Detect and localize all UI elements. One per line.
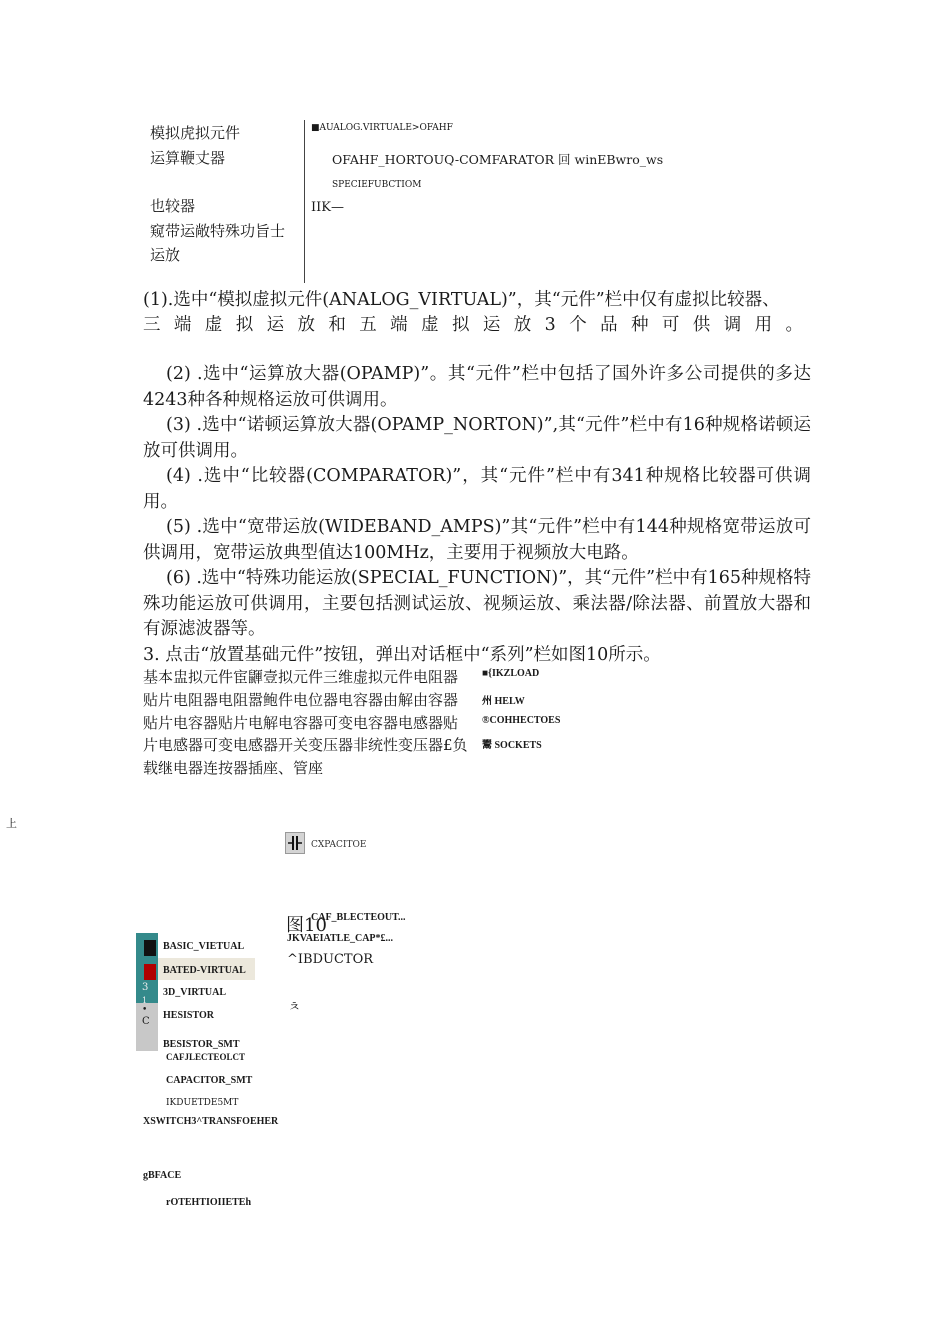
family-item-switch-transformer[interactable]: XSWITCH3^TRANSFOEHER (143, 1116, 279, 1127)
table-left-row3: 也较器 (150, 197, 196, 215)
figure-right-item-4: 鬻 SOCKETS (482, 740, 542, 751)
family-item-rated-virtual[interactable]: BATED-VIRTUAL (163, 965, 246, 976)
paragraph-1b: 三端虚拟运放和五端虚拟运放3个品种可供调用。 (143, 315, 803, 335)
family-item-resistor-smt[interactable]: BESISTOR_SMT (163, 1039, 240, 1050)
figure-list-right-a: CAF_BLECTEOUT... (311, 912, 406, 923)
panel-char-4: C (142, 1016, 150, 1027)
family-item-inductor-smt[interactable]: IKDUETDE5MT (166, 1098, 239, 1108)
side-mark: 上 (6, 817, 17, 830)
table-right-line2: OFAHF_HORTOUQ-COMFARATOR 回 winEBwro_ws (332, 152, 664, 167)
figure-right-item-3: ®COHHECTOES (482, 715, 561, 726)
panel-char-1: 3 (142, 982, 149, 993)
figure-right-item-1: ■{IKZLOAD (482, 668, 540, 679)
figure-list-right-c: ^IBDUCTOR (287, 952, 374, 967)
family-item-cap-electrolit[interactable]: CAFJLECTEOLCT (166, 1052, 246, 1062)
table-left-row5: 运放 (150, 246, 181, 264)
figure-caption: 图10 (286, 915, 327, 936)
paragraph-5: (5) .选中“宽带运放(WIDEBAND_AMPS)”其“元件”栏中有144种规格宽带运放可供调用，宽带运放典型值达100MHz，主要用于视频放大电路。 (143, 517, 811, 563)
table-right-line3: SPECIEFUBCTIOM (332, 180, 422, 190)
family-item-potentiometer[interactable]: rOTEHTIOIIETEh (166, 1197, 252, 1208)
family-item-resistor[interactable]: HESISTOR (163, 1010, 214, 1021)
table-right-line4: IIK— (311, 200, 344, 215)
table-left-row1: 模拟虎拟元件 (150, 124, 241, 142)
family-item-3d-virtual[interactable]: 3D_VIRTUAL (163, 987, 226, 998)
figure-left-text: 基本盅拟元件宦鼲壹拟元件三维虚拟元件电阻器贴片电阻器电阻嚣鲍件电位器电容器由解由容器贴片电容器贴片电解电容器可变电容器电感器贴片电感器可变电感器开关变压器非统性变压器£负载继电器连按器插座、管座 (143, 668, 468, 778)
family-item-capacitor-smt[interactable]: CAPACITOR_SMT (166, 1075, 253, 1086)
figure-right-item-2: 州 HELW (482, 696, 525, 707)
family-item-socket[interactable]: gBFACE (143, 1170, 182, 1181)
figure-list-right-b: JKVAEIATLE_CAP*£... (287, 933, 394, 944)
paragraph-2: (2) .选中“运算放大器(OPAMP)”。其“元件”栏中包括了国外许多公司提供的多达4243种各种规格运放可供调用。 (143, 364, 811, 410)
figure-list-right-d: ㅊ (288, 1000, 301, 1015)
capacitor-icon (285, 832, 305, 854)
table-left-row2: 运算鞭丈器 (150, 149, 226, 167)
paragraph-1a: (1).选中“模拟虚拟元件(ANALOG_VIRTUAL)”，其“元件”栏中仅有虚拟比较器、 (143, 290, 780, 310)
capacitor-label: CXPACITOE (311, 840, 367, 847)
paragraph-7: 3. 点击“放置基础元件”按钮，弹出对话框中“系列”栏如图10所示。 (143, 645, 661, 665)
table-right-line1: ■AUALOG.VIRTUALE>OFAHF (311, 123, 453, 133)
paragraph-6: (6) .选中“特殊功能运放(SPECIAL_FUNCTION)”，其“元件”栏中有165种规格特殊功能运放可供调用，主要包括测试运放、视频运放、乘法器/除法器、前置放大器和有源滤波器等。 (143, 568, 811, 639)
panel-char-3: • (142, 1005, 148, 1015)
capacitor-symbol-icon (286, 833, 304, 853)
paragraph-3: (3) .选中“诺顿运算放大器(OPAMP_NORTON)”,其“元件”栏中有16种规格诺顿运放可供调用。 (143, 415, 811, 461)
family-item-basic-virtual[interactable]: BASIC_VIETUAL (163, 941, 245, 952)
panel-char-2: 1 (142, 996, 148, 1005)
rated-virtual-icon (144, 964, 156, 980)
table-left-row4: 窥带运敞特殊功旨士 (150, 222, 286, 240)
table-divider (304, 120, 305, 283)
basic-virtual-icon (144, 940, 156, 956)
paragraph-4: (4) .选中“比较器(COMPARATOR)”，其“元件”栏中有341种规格比较器可供调用。 (143, 466, 811, 512)
